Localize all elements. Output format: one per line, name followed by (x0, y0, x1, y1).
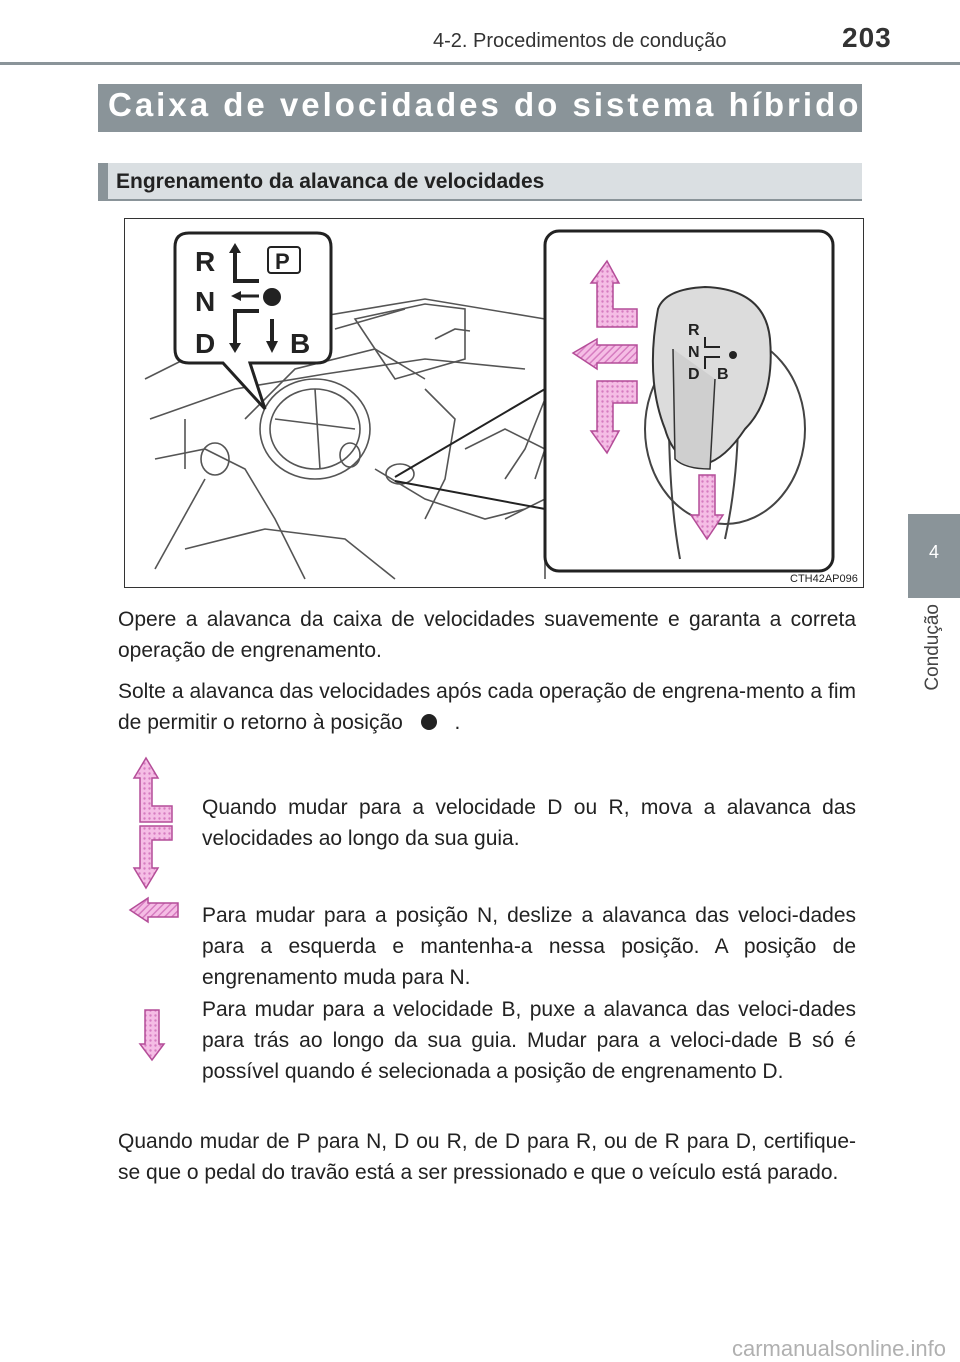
knob-letter-r: R (688, 322, 700, 339)
b-shift-arrow-icon (138, 1008, 166, 1062)
paragraph-smooth-operation: Opere a alavanca da caixa de velocidades suavemente e garanta a correta operação de engrenamento. (118, 608, 856, 662)
gate-letter-p: P (275, 249, 290, 274)
footer-text: carmanualsonline.info (731, 1336, 946, 1361)
paragraph-brake-warning: Quando mudar de P para N, D ou R, de D para R, ou de R para D, certifique-se que o pedal do travão está a ser pressionado e que o veículo está parado. (118, 1130, 856, 1184)
home-position-dot-icon (409, 712, 449, 732)
paragraph-release-lever-end: . (454, 711, 461, 734)
subtitle: Engrenamento da alavanca de velocidades (116, 170, 545, 193)
shift-gate-callout (175, 233, 331, 409)
shift-lever-illustration (124, 218, 864, 588)
dr-instruction: Quando mudar para a velocidade D ou R, mova a alavanca das velocidades ao longo da sua guia. (202, 796, 856, 850)
gate-letter-r: R (195, 246, 216, 277)
n-shift-arrow-icon (128, 896, 180, 924)
chapter-number: 4 (928, 542, 939, 562)
page-title: Caixa de velocidades do sistema híbrido (108, 86, 862, 123)
knob-letter-n: N (688, 344, 700, 361)
gate-letter-b: B (290, 328, 311, 359)
paragraph-release-lever (118, 676, 856, 738)
chapter-label-text: Condução (922, 604, 943, 691)
gate-letter-d: D (195, 328, 216, 359)
gate-letter-n: N (195, 286, 216, 317)
page-number: 203 (842, 22, 892, 53)
b-instruction: Para mudar para a velocidade B, puxe a alavanca das veloci-dades para trás ao longo da sua guia. Mudar para a veloci-dade B só é possível quando é selecionada a posição de engrenamento D. (202, 998, 856, 1083)
dr-shift-arrows-icon (132, 756, 180, 890)
subtitle-accent (98, 163, 108, 201)
knob-letter-b: B (717, 366, 729, 383)
figure-code: CTH42AP096 (790, 573, 858, 585)
knob-letter-d: D (688, 366, 700, 383)
header-rule (0, 62, 960, 65)
footer-watermark (0, 1336, 960, 1362)
chapter-label (908, 604, 960, 714)
lever-closeup (545, 231, 833, 571)
section-label: 4-2. Procedimentos de condução (433, 30, 727, 52)
paragraph-release-lever-text: Solte a alavanca das velocidades após cada operação de engrena-mento a fim de permitir o retorno à posição (118, 680, 856, 734)
n-instruction: Para mudar para a posição N, deslize a alavanca das veloci-dades para a esquerda e mantenha-a nessa posição. A posição de engrenamento muda para N. (202, 904, 856, 989)
